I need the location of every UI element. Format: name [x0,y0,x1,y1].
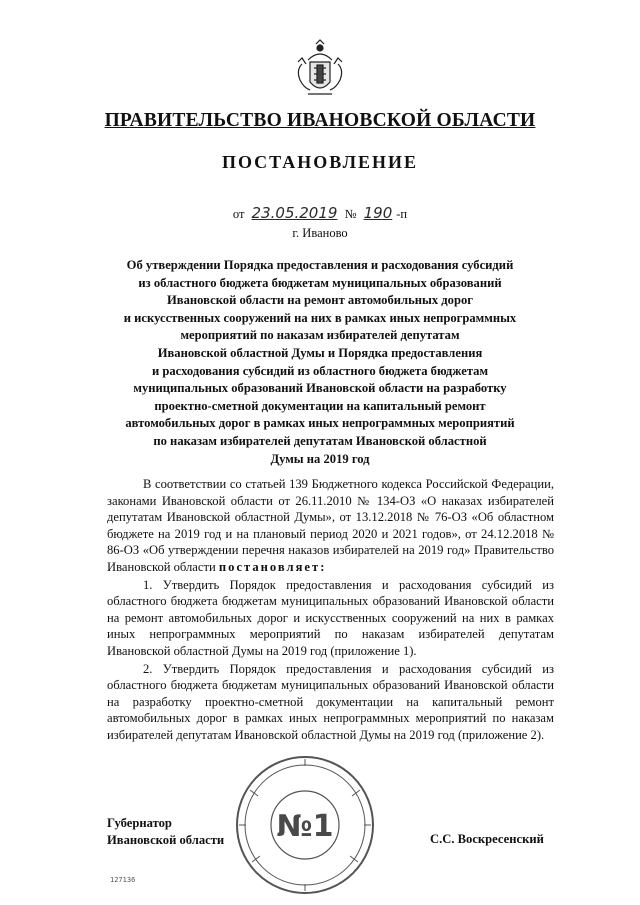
signatory-name: С.С. Воскресенский [430,832,544,846]
preamble-paragraph [107,476,554,576]
heading-line: из областного бюджета бюджетам муниципальных образований [138,275,502,290]
item-1-paragraph: 1. Утвердить Порядок предоставления и расходования субсидий из областного бюджета бюджетам муниципальных образований Ивановской области на ремонт автомобильных дорог и искусственных сооружений на них в рамках иных непрограммных мероприятий по наказам избирателей депутатам Ивановской областной Думы на 2019 год (приложение 1). [107,577,554,658]
preamble-text: В соответствии со статьей 139 Бюджетного кодекса Российской Федерации, законами Ивановской области от 26.11.2010 № 134-ОЗ «О наказах избирателей депутатам Ивановской областной Думы», от 13.12.2018 № 76-ОЗ «Об областном бюджете на 2019 год и на плановый период 2020 и 2021 годов», от 24.12.2018 № 86-ОЗ «Об утверждении перечня наказов избирателей на 2019 год» Правительство Ивановской области [107,477,554,574]
date-number-line [0,204,640,222]
footer-code: 127136 [110,876,136,884]
decree-word: постановляет: [218,559,327,574]
heading-line: и искусственных сооружений на них в рамках иных непрограммных [123,310,517,325]
heading-line: Думы на 2019 год [270,451,370,466]
item-2-paragraph: 2. Утвердить Порядок предоставления и расходования субсидий из областного бюджета бюджетам муниципальных образований Ивановской области на разработку проектно-сметной документации на капитальный ремонт автомобильных дорог в рамках иных непрограммных мероприятий по наказам избирателей депутатам Ивановской областной Думы на 2019 год (приложение 2). [107,661,554,742]
heading-line: муниципальных образований Ивановской области на разработку [133,381,507,396]
heading-line: автомобильных дорог в рамках иных непрограммных мероприятий [125,416,515,431]
heading-line: по наказам избирателей депутатам Ивановской областной [153,433,487,448]
document-type: ПОСТАНОВЛЕНИЕ [221,152,419,172]
official-stamp-icon [230,750,380,900]
city: г. Иваново [292,226,348,240]
heading-line: мероприятий по наказам избирателей депутатам [180,328,460,343]
date-prefix: от [232,207,245,221]
government-title: ПРАВИТЕЛЬСТВО ИВАНОВСКОЙ ОБЛАСТИ [104,110,536,131]
number-suffix: -п [396,207,408,221]
heading-line: Ивановской области на ремонт автомобильных дорог [167,293,473,308]
heading-line: Ивановской областной Думы и Порядка предоставления [157,345,483,360]
document-date: 23.05.2019 [251,204,338,222]
number-label: № [344,207,357,221]
position-line: Ивановской области [107,833,225,847]
heading-line: и расходования субсидий из областного бюджета бюджетам [151,363,489,378]
document-heading [95,257,545,468]
heading-line: Об утверждении Порядка предоставления и расходования субсидий [126,258,514,272]
position-line: Губернатор [107,816,172,830]
document-body [107,476,554,744]
stamp-number: №1 [276,809,334,844]
signatory-position [107,815,224,849]
document-number: 190 [363,204,393,222]
coat-of-arms-icon [288,38,352,102]
heading-line: проектно-сметной документации на капитальный ремонт [154,398,486,413]
